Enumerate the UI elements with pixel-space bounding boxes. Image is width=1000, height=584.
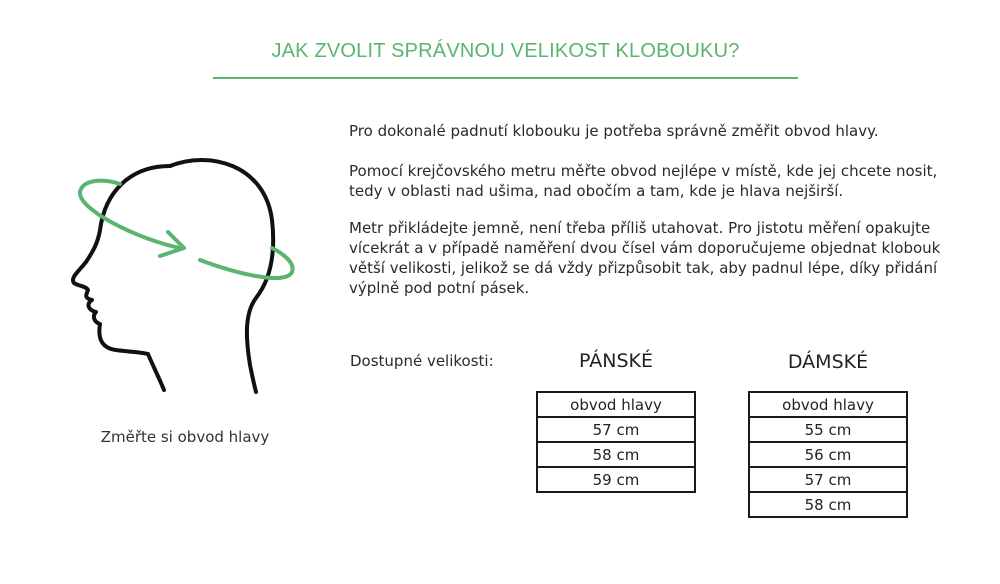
table-header-row	[537, 392, 695, 417]
table-row	[749, 492, 907, 517]
size-cell: 58 cm	[749, 492, 907, 517]
title-divider	[213, 77, 798, 79]
table-header-cell: obvod hlavy	[537, 392, 695, 417]
table-row	[749, 467, 907, 492]
men-sizes-heading: PÁNSKÉ	[579, 350, 653, 372]
table-row	[537, 417, 695, 442]
women-sizes-table	[748, 391, 908, 518]
page-title: JAK ZVOLIT SPRÁVNOU VELIKOST KLOBOUKU?	[271, 40, 740, 62]
size-cell: 57 cm	[537, 417, 695, 442]
size-cell: 59 cm	[537, 467, 695, 492]
available-sizes-label: Dostupné velikosti:	[350, 352, 494, 370]
table-row	[749, 442, 907, 467]
measuring-paragraph: Pomocí krejčovského metru měřte obvod nejlépe v místě, kde jej chcete nosit, tedy v oblasti nad ušima, nad obočím a tam, kde je hlava nejširší.	[349, 162, 938, 200]
table-header-row	[749, 392, 907, 417]
tape-front-arc	[80, 181, 180, 248]
size-cell: 55 cm	[749, 417, 907, 442]
size-cell: 56 cm	[749, 442, 907, 467]
intro-paragraph: Pro dokonalé padnutí klobouku je potřeba správně změřit obvod hlavy.	[349, 122, 879, 140]
size-cell: 58 cm	[537, 442, 695, 467]
table-row	[749, 417, 907, 442]
women-sizes-heading: DÁMSKÉ	[787, 351, 869, 373]
tape-back-arc	[200, 248, 293, 278]
table-row	[537, 442, 695, 467]
men-sizes-table	[536, 391, 696, 493]
face-profile-outline	[73, 166, 170, 390]
table-header-cell: obvod hlavy	[749, 392, 907, 417]
advice-paragraph: Metr přikládejte jemně, není třeba příliš utahovat. Pro jistotu měření opakujte vícekrát a v případě naměření dvou čísel vám doporučujeme objednat klobouk větší velikosti, jelikož se dá vždy přizpůsobit tak, aby padnul lépe, díky přidání výplně pod potní pásek.	[349, 219, 941, 297]
illustration-caption: Změřte si obvod hlavy	[100, 428, 270, 446]
size-cell: 57 cm	[749, 467, 907, 492]
head-measuring-icon	[60, 140, 310, 400]
table-row	[537, 467, 695, 492]
